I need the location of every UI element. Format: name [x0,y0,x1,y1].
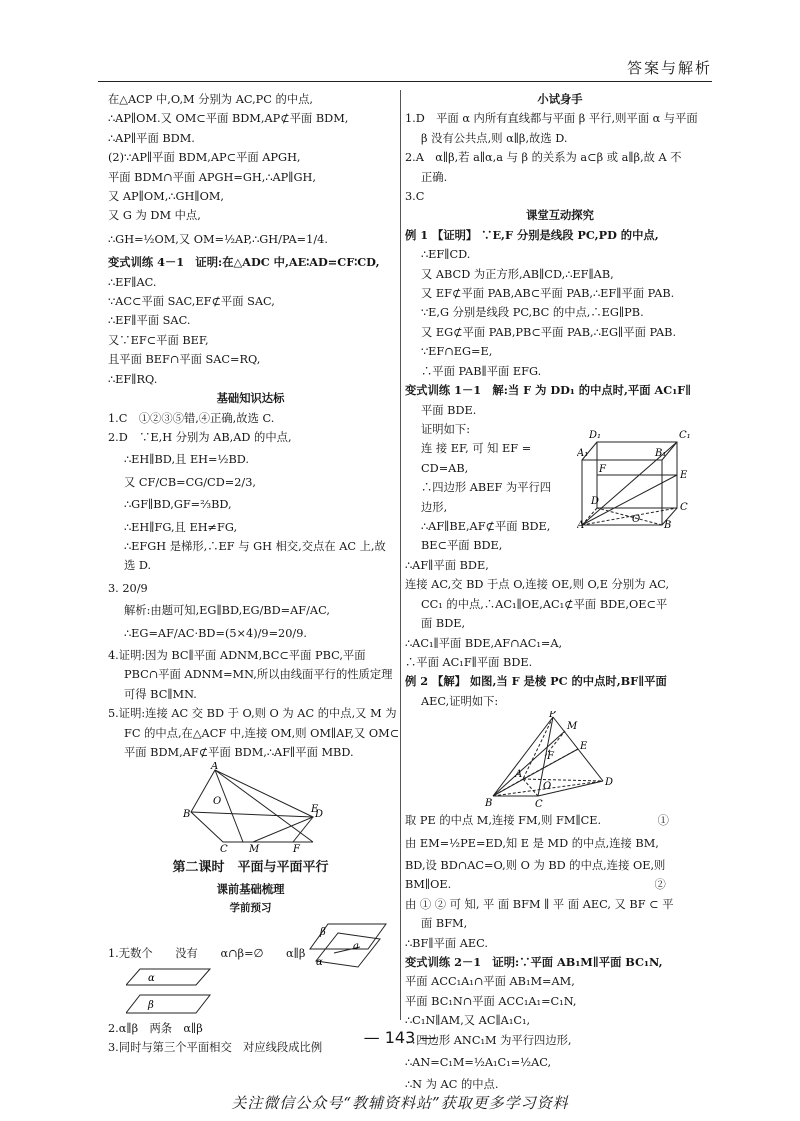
cube-figure [577,420,712,530]
text-line: 连接 AC,交 BD 于点 O,连接 OE,则 O,E 分别为 AC, [405,578,670,592]
fig-label: C [680,501,688,513]
fig-label: A [515,769,523,781]
text-line: FC 的中点,在△ACF 中,连接 OM,则 OM∥AF,又 OM⊂ [124,726,400,740]
parallel-planes-figure [308,919,388,971]
text-line: BE⊂平面 BDE, [421,539,503,553]
subsection-heading: 学前预习 [229,902,272,915]
text-line: 变式训练 4－1 证明:在△ADC 中,AE∶AD=CF∶CD, [108,255,380,270]
text-line: ∵EF∩EG=E, [421,345,493,359]
fig-label: B [183,809,191,821]
text-line: 选 D. [124,559,152,573]
text-line: 变式训练 2－1 证明:∵平面 AB₁M∥平面 BC₁N, [405,955,663,969]
fig-label: O [632,513,641,525]
text-line: 连 接 EF, 可 知 EF = [421,442,532,456]
text-line: ∴AF∥BE,AF⊄平面 BDE, [421,519,551,533]
fig-label: O [213,796,222,808]
text-line: ∵E,G 分别是线段 PC,BC 的中点,∴EG∥PB. [421,306,644,320]
text-line: ∴EF∥平面 SAC. [108,314,191,328]
text-line: 1.C ①②③⑤错,④正确,故选 C. [108,411,275,425]
text-line: 3.同时与第三个平面相交 对应线段成比例 [108,1041,323,1055]
text-line: 又 CF/CB=CG/CD=2/3, [124,475,256,489]
fig-label: F [293,844,300,853]
text-line: PBC∩平面 ADNM=MN,所以由线面平行的性质定理 [124,668,393,682]
text-line: 平面 ACC₁A₁∩平面 AB₁M=AM, [405,975,575,989]
text-line: ∴AP∥平面 BDM. [108,131,195,145]
text-line: 3. 20/9 [108,581,148,595]
text-line: 1.无数个 没有 α∩β=∅ α∥β [108,946,306,960]
two-planes-figure [126,967,216,1017]
right-column [405,90,715,1095]
text-line: ∴EFGH 是梯形,∴EF 与 GH 相交,交点在 AC 上,故 [124,539,386,553]
text-line: ∴EH∥FG,且 EH≠FG, [124,520,238,534]
text-line: ∴AN=C₁M=½A₁C₁=½AC, [405,1056,552,1070]
text-line: ∵AC⊂平面 SAC,EF⊄平面 SAC, [108,295,275,309]
text-line: ∴AP∥OM.又 OM⊂平面 BDM,AP⊄平面 BDM, [108,112,349,126]
text-line: 又 EF⊄平面 PAB,AB⊂平面 PAB,∴EF∥平面 PAB. [421,287,675,301]
text-line: 且平面 BEF∩平面 SAC=RQ, [108,353,261,367]
text-line: 又 ABCD 为正方形,AB∥CD,∴EF∥AB, [421,267,614,281]
text-line: 平面 BDE. [421,403,477,417]
fig-label: β [320,926,326,938]
header-title: 答案与解析 [626,59,712,77]
section-heading: 基础知识达标 [216,392,285,406]
text-line: 由 EM=½PE=ED,知 E 是 MD 的中点,连接 BM, [405,836,659,850]
text-line: ∴四边形 ANC₁M 为平行四边形, [405,1033,572,1047]
footer-note: 关注微信公众号“教辅资料站”获取更多学习资料 [231,1094,569,1112]
fig-label: α [316,956,323,968]
text-line: 2.A α∥β,若 a∥α,a 与 β 的关系为 a⊂β 或 a∥β,故 A 不 [405,151,682,165]
text-line: ∴C₁N∥AM,又 AC∥A₁C₁, [405,1014,531,1028]
fig-label: M [567,721,578,733]
text-line: 又 EG⊄平面 PAB,PB⊂平面 PAB,∴EG∥平面 PAB. [421,325,677,339]
fig-label: B [664,519,672,530]
text-line: (2)∵AP∥平面 BDM,AP⊂平面 APGH, [108,151,301,165]
text-line: 正确. [421,170,448,184]
fig-label: E [311,804,319,816]
fig-label: E [580,741,588,753]
page-number: — 143 — [363,1028,437,1047]
fig-label: B [485,798,493,810]
fig-label: D [315,809,324,821]
chapter-title: 第二课时 平面与平面平行 [172,860,329,876]
section-heading: 课堂互动探究 [526,209,594,223]
section-heading: 课前基础梳理 [216,882,285,896]
text-line: CD=AB, [421,461,469,475]
fig-label: D [591,495,600,507]
text-line: ∴AF∥平面 BDE, [405,558,489,572]
text-line: ∴平面 AC₁F∥平面 BDE. [405,655,533,669]
text-line: ∴EH∥BD,且 EH=½BD. [124,453,249,467]
trapezoid-figure [183,762,383,852]
text-line: 平面 BDM,AF⊄平面 BDM,∴AF∥平面 MBD. [124,746,354,759]
fig-label: F [599,463,606,475]
fig-label: D₁ [589,429,602,441]
text-line: 边形, [421,500,448,514]
text-line: 例 1 【证明】 ∵E,F 分别是线段 PC,PD 的中点, [405,227,659,242]
fig-label: M [249,844,260,853]
pyramid-figure [483,711,643,811]
fig-label: α [148,972,155,984]
text-line: ∴EF∥CD. [421,248,471,262]
fig-label: β [148,999,154,1011]
text-line: 2.α∥β 两条 α∥β [108,1021,203,1035]
text-line: 在△ACP 中,O,M 分别为 AC,PC 的中点, [108,93,314,106]
text-line: 证明如下: [421,422,470,436]
fig-label: D [605,777,614,789]
text-line: ∴AC₁∥平面 BDE,AF∩AC₁=A, [405,636,563,650]
text-line: ∴EF∥AC. [108,275,157,289]
text-line: 由 ① ② 可 知, 平 面 BFM ∥ 平 面 AEC, 又 BF ⊂ 平 [405,897,674,911]
text-line: 面 BFM, [421,917,468,931]
text-line: ∴EF∥RQ. [108,372,158,386]
text-line: 5.证明:连接 AC 交 BD 于 O,则 O 为 AC 的中点,又 M 为 [108,707,397,721]
text-line: 平面 BDM∩平面 APGH=GH,∴AP∥GH, [108,170,316,184]
text-line: 又 AP∥OM,∴GH∥OM, [108,190,224,204]
text-line: ∴GF∥BD,GF=⅔BD, [124,498,232,512]
fig-label: P [549,711,556,721]
fig-label: C [220,844,228,853]
fig-label: A₁ [577,447,589,459]
fig-label: A [577,519,585,530]
text-line: 变式训练 1－1 解:当 F 为 DD₁ 的中点时,平面 AC₁F∥ [405,383,692,398]
text-line: 取 PE 的中点 M,连接 FM,则 FM∥CE. ① [405,814,669,828]
text-line: ∴四边形 ABEF 为平行四 [421,481,552,495]
text-line: ∴GH=½OM,又 OM=½AP,∴GH/PA=1/4. [108,232,328,246]
text-line: ∴EG=AF/AC·BD=(5×4)/9=20/9. [124,626,308,640]
text-line: β 没有公共点,则 α∥β,故选 D. [421,131,568,145]
text-line: 平面 BC₁N∩平面 ACC₁A₁=C₁N, [405,994,577,1008]
text-line: BD,设 BD∩AC=O,则 O 为 BD 的中点,连接 OE,则 [405,858,666,872]
text-line: 4.证明:因为 BC∥平面 ADNM,BC⊂平面 PBC,平面 [108,648,366,662]
text-line: 解析:由题可知,EG∥BD,EG/BD=AF/AC, [124,604,330,618]
column-divider [400,90,401,1020]
fig-label: C₁ [679,429,691,441]
text-line: 3.C [405,190,425,204]
fig-label: a [353,940,359,952]
page-header [98,55,712,82]
fig-label: C [535,799,543,811]
text-line: 面 BDE, [421,617,466,631]
text-line: 例 2 【解】 如图,当 F 是棱 PC 的中点时,BF∥平面 [405,674,667,689]
text-line: ∴BF∥平面 AEC. [405,936,488,950]
fig-label: A [211,762,219,773]
text-line: ∴N 为 AC 的中点. [405,1078,499,1092]
text-line: 又∵EF⊂平面 BEF, [108,333,209,347]
fig-label: B₁ [655,447,667,459]
text-line: 可得 BC∥MN. [124,687,197,701]
text-line: ∴平面 PAB∥平面 EFG. [421,364,542,378]
fig-label: E [680,469,688,481]
fig-label: F [547,751,554,763]
text-line: AEC,证明如下: [421,694,499,708]
text-line: BM∥OE. ② [405,878,666,892]
section-heading: 小试身手 [537,93,583,106]
text-line: 又 G 为 DM 中点, [108,209,201,223]
text-line: CC₁ 的中点,∴AC₁∥OE,AC₁⊄平面 BDE,OE⊂平 [421,597,668,611]
text-line: 2.D ∵E,H 分别为 AB,AD 的中点, [108,430,292,444]
fig-label: O [543,781,552,793]
text-line: 1.D 平面 α 内所有直线都与平面 β 平行,则平面 α 与平面 [405,112,698,126]
